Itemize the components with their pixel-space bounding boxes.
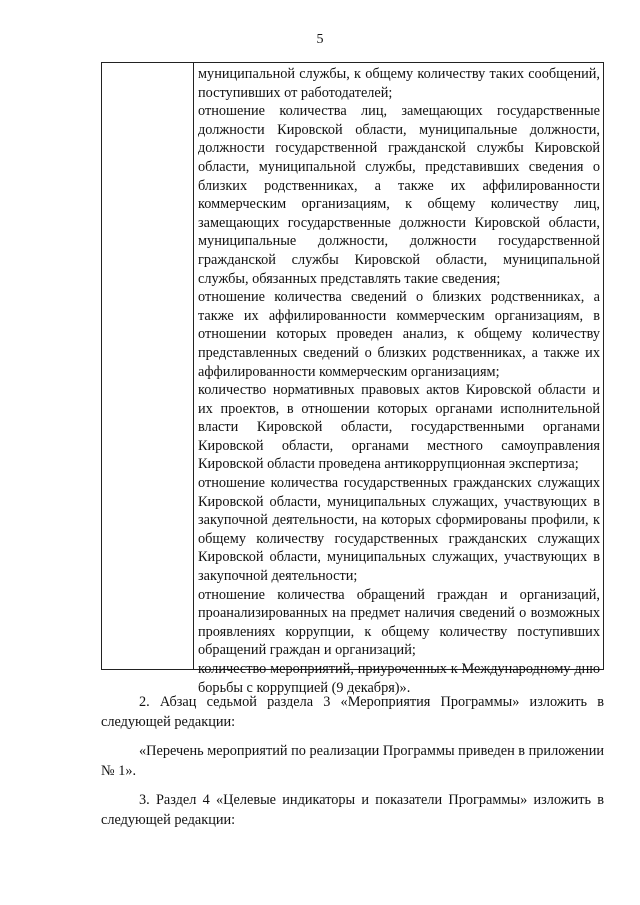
cell-paragraph-2: отношение количества лиц, замещающих государственные должности Кировской области, муниципальные должности, должности государственной гражданской службы Кировской области, муниципальной службы, представивших сведения о близких родственниках, а также их аффилированности коммерческим организациям, к общему количеству лиц, замещающих государственные должности Кировской области, муниципальные должности, должности государственной гражданской службы Кировской области, муниципальной службы, обязанных представлять такие сведения;	[198, 103, 600, 287]
body-text	[101, 692, 604, 839]
page-number: 5	[316, 32, 324, 47]
body-paragraph-3: 3. Раздел 4 «Целевые индикаторы и показатели Программы» изложить в следующей редакции:	[101, 792, 604, 828]
column-divider	[193, 63, 194, 669]
cell-paragraph-7: количество мероприятий, приуроченных к Международному дню борьбы с коррупцией (9 декабря)».	[198, 661, 600, 696]
cell-paragraph-1: муниципальной службы, к общему количеству таких сообщений, поступивших от работодателей;	[198, 66, 600, 101]
body-paragraph-2: «Перечень мероприятий по реализации Программы приведен в приложении № 1».	[101, 743, 604, 779]
cell-paragraph-6: отношение количества обращений граждан и организаций, проанализированных на предмет наличия сведений о возможных проявлениях коррупции, к общему количеству поступивших обращений граждан и организаций;	[198, 586, 600, 659]
indicators-table	[101, 62, 604, 696]
cell-paragraph-3: отношение количества сведений о близких родственниках, а также их аффилированности коммерческим организациям, в отношении которых проведен анализ, к общему количеству представленных сведений о близких родственниках, а также их аффилированности коммерческим организациям;	[198, 289, 600, 380]
indicators-cell	[198, 65, 600, 697]
cell-paragraph-5: отношение количества государственных гражданских служащих Кировской области, муниципальных служащих, участвующих в закупочной деятельности, на которых сформированы профили, к общему количеству государственных гражданских служащих Кировской области, муниципальных служащих, участвующих в закупочной деятельности;	[198, 475, 600, 585]
cell-paragraph-4: количество нормативных правовых актов Кировской области и их проектов, в отношении которых органами исполнительной власти Кировской области, государственными органами Кировской области, органами местного самоуправления Кировской области проведена антикоррупционная экспертиза;	[198, 382, 600, 473]
body-paragraph-1: 2. Абзац седьмой раздела 3 «Мероприятия Программы» изложить в следующей редакции:	[101, 694, 604, 730]
